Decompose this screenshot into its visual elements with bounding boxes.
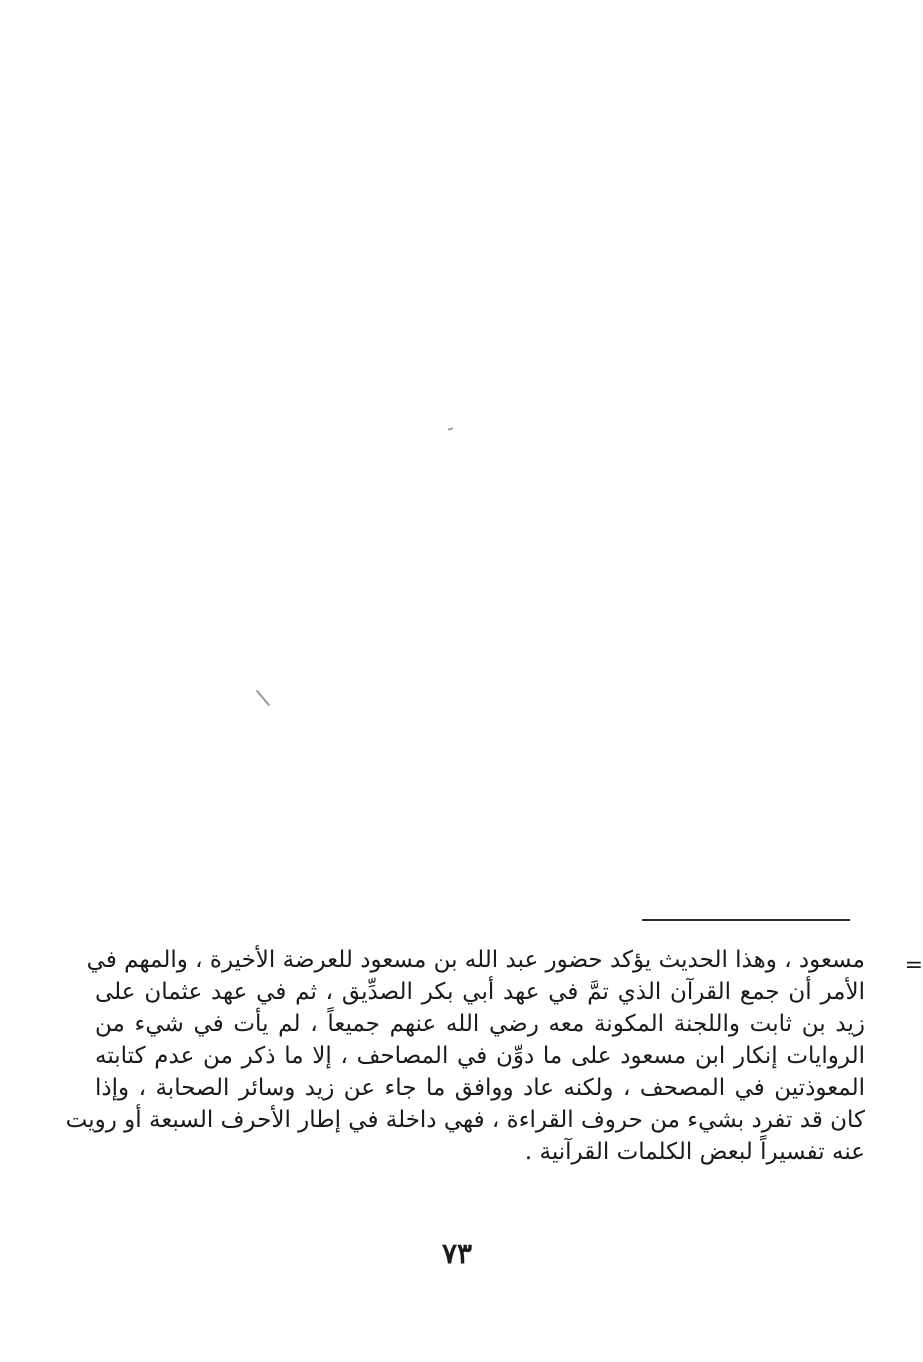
footnote-line: مسعود ، وهذا الحديث يؤكد حضور عبد الله بن مسعود للعرضة الأخيرة ، والمهم في <box>86 947 865 973</box>
footnote-block <box>65 944 923 1168</box>
footnote-line: الروايات إنكار ابن مسعود على ما دوِّن في المصاحف ، إلا ما ذكر من عدم كتابته <box>95 1043 865 1069</box>
scan-speck <box>256 690 270 707</box>
footnote-continuation-mark: = <box>904 953 923 978</box>
footnote-line: كان قد تفرد بشيء من حروف القراءة ، فهي داخلة في إطار الأحرف السبعة أو رويت <box>65 1107 865 1133</box>
footnote-line: المعوذتين في المصحف ، ولكنه عاد ووافق ما جاء عن زيد وسائر الصحابة ، وإذا <box>95 1075 865 1101</box>
footnote-line: عنه تفسيراً لبعض الكلمات القرآنية . <box>524 1139 865 1165</box>
footnote-line: الأمر أن جمع القرآن الذي تمَّ في عهد أبي بكر الصدِّيق ، ثم في عهد عثمان على <box>95 979 865 1005</box>
footnote-line: زيد بن ثابت واللجنة المكونة معه رضي الله عنهم جميعاً ، لم يأت في شيء من <box>95 1011 865 1037</box>
footnote-separator <box>642 919 850 921</box>
page-number: ٧٣ <box>441 1237 473 1270</box>
scan-speck <box>448 427 453 431</box>
